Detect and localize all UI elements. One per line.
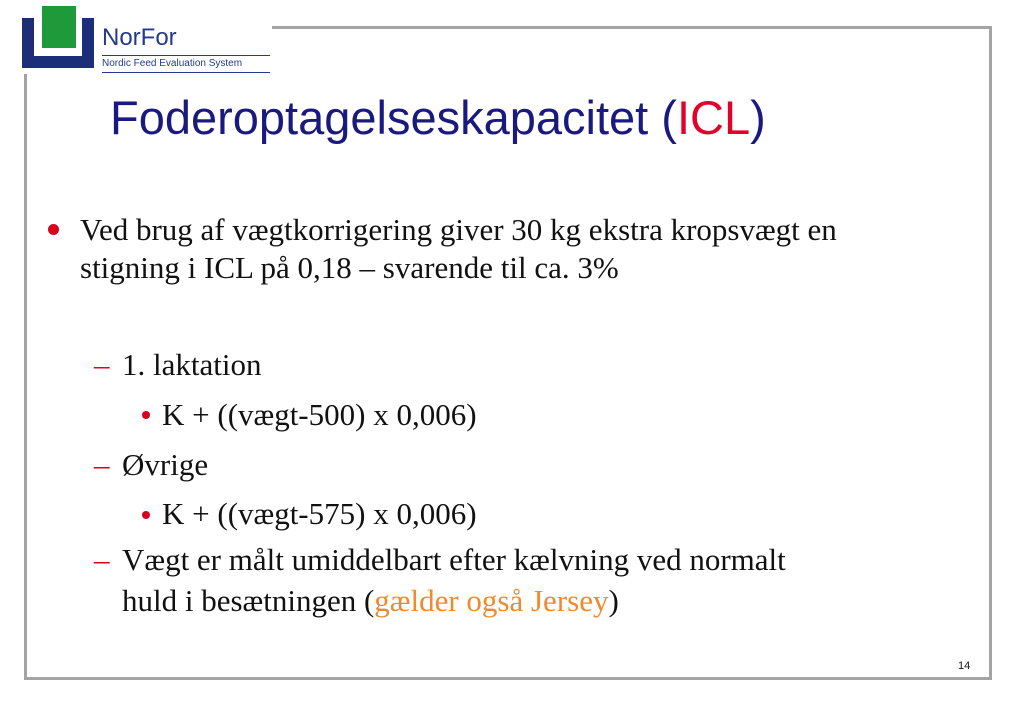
title-main: Foderoptagelseskapacitet ( xyxy=(110,91,677,144)
norfor-logo xyxy=(16,4,272,74)
bullet1-line1: Ved brug af vægtkorrigering giver 30 kg ekstra kropsvægt en xyxy=(80,212,837,247)
bullet-small-icon xyxy=(142,511,150,519)
bullet1-line2: stigning i ICL på 0,18 – svarende til ca. 3% xyxy=(80,250,619,285)
norfor-logo-mark-icon xyxy=(22,6,94,68)
title-close: ) xyxy=(750,91,766,144)
bullet-icon xyxy=(48,224,59,235)
page-number: 14 xyxy=(958,660,971,672)
sub1-label: 1. laktation xyxy=(122,347,262,382)
sub3-line2-end: ) xyxy=(608,583,619,618)
sub2-label: Øvrige xyxy=(122,447,209,482)
sub3-highlight: gælder også Jersey xyxy=(374,583,609,618)
dash-icon: – xyxy=(94,447,110,482)
sub3-line2 xyxy=(122,582,619,619)
title-accent: ICL xyxy=(676,91,751,144)
slide-title xyxy=(110,91,766,144)
bullet-small-icon xyxy=(142,411,150,419)
dash-icon: – xyxy=(94,542,110,577)
logo-name: NorFor xyxy=(102,24,177,51)
sub3-line1: Vægt er målt umiddelbart efter kælvning ved normalt xyxy=(122,542,786,577)
sub2-formula: K + ((vægt-575) x 0,006) xyxy=(162,496,477,531)
logo-subtitle: Nordic Feed Evaluation System xyxy=(102,55,270,73)
sub3-line2-start: huld i besætningen ( xyxy=(122,583,375,618)
sub1-formula: K + ((vægt-500) x 0,006) xyxy=(162,397,477,432)
dash-icon: – xyxy=(94,347,110,382)
